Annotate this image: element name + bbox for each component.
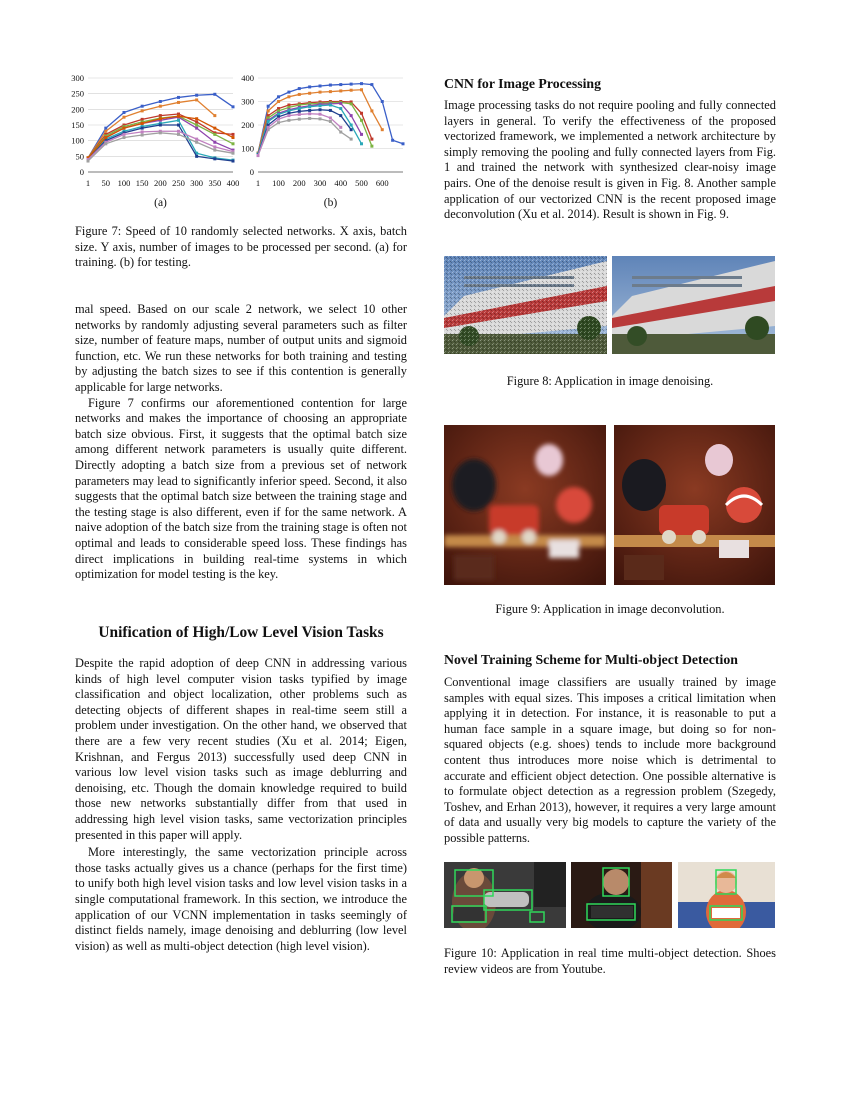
deconvolution-blurry-image: [444, 425, 606, 585]
data-point: [329, 116, 332, 119]
section-title: Unification of High/Low Level Vision Tasks: [98, 624, 384, 641]
data-point: [141, 134, 144, 137]
y-tick-label: 0: [79, 167, 84, 177]
x-tick-label: 150: [135, 178, 149, 188]
deconvolution-sharp-image: [614, 425, 775, 585]
y-tick-label: 250: [71, 88, 84, 99]
data-point: [257, 154, 260, 157]
figure-8-caption: Figure 8: Application in image denoising.: [506, 374, 714, 388]
x-tick-label: 1: [255, 178, 261, 188]
denoising-clean-image: [612, 256, 775, 354]
y-tick-label: 300: [241, 96, 254, 107]
data-point: [177, 96, 180, 99]
data-point: [177, 115, 180, 118]
data-point: [329, 84, 332, 87]
data-point: [329, 90, 332, 93]
subsection-title: CNN for Image Processing: [444, 76, 601, 91]
denoising-noisy-image: [444, 256, 607, 354]
paragraph: More interestingly, the same vectorization principle across those tasks actually gives us a chance (perhaps for the first time) to unify both high level vision tasks and low level vision tasks in a single computational framework. In this section, we introduce the application of our VCNN implementation in tasks seemingly of distinct fields namely, image denoising and deblurring (low level vision) as well as multi-object detection (high level vision).: [75, 845, 407, 953]
data-point: [308, 105, 311, 108]
data-point: [159, 131, 162, 134]
figure-7-chart-b: [230, 70, 410, 218]
data-point: [339, 89, 342, 92]
data-point: [339, 83, 342, 86]
data-point: [104, 127, 107, 130]
data-point: [339, 126, 342, 129]
data-point: [277, 118, 280, 121]
x-tick-label: 200: [153, 178, 167, 188]
data-point: [177, 133, 180, 136]
x-tick-label: 500: [355, 178, 368, 188]
data-point: [287, 95, 290, 98]
data-point: [177, 101, 180, 104]
data-point: [339, 107, 342, 110]
figure-7-chart-a: [60, 70, 240, 218]
paragraph: mal speed. Based on our scale 2 network, we select 10 other networks by randomly adjusting several parameters such as filter size, number of feature maps, number of output units and sigmoid function, etc. We run these networks for both training and testing by adjusting the batch sizes to see if this contention is generally applicable for large networks.: [75, 302, 407, 394]
data-point: [319, 91, 322, 94]
data-point: [350, 128, 353, 131]
data-point: [195, 98, 198, 101]
data-point: [381, 128, 384, 131]
data-point: [267, 126, 270, 129]
data-point: [339, 131, 342, 134]
data-point: [319, 113, 322, 116]
data-point: [298, 93, 301, 96]
data-point: [277, 121, 280, 124]
data-point: [350, 124, 353, 127]
data-point: [195, 117, 198, 120]
data-point: [319, 104, 322, 107]
data-point: [104, 136, 107, 139]
y-tick-label: 50: [75, 151, 84, 162]
subsection-title: Novel Training Scheme for Multi-object Detection: [444, 652, 738, 667]
data-point: [381, 100, 384, 103]
data-point: [298, 107, 301, 110]
data-point: [298, 118, 301, 121]
data-point: [267, 109, 270, 112]
x-tick-label: 300: [190, 178, 204, 188]
data-point: [141, 127, 144, 130]
paragraph: Image processing tasks do not require pooling and fully connected layers in general. To verify the effectiveness of the proposed vectorized framework, we implemented a network architecture by simply removing the pooling and fully connected layers from Fig. 1 and trained the network with synthesized clear-noisy image pairs. One of the denoise result is given in Fig. 8. Another sample application of our vectorized CNN is the recent proposed image deconvolution (Xu et al. 2014). Result is shown in Fig. 9.: [444, 98, 776, 222]
data-point: [195, 124, 198, 127]
data-point: [350, 138, 353, 141]
data-point: [159, 105, 162, 108]
data-point: [122, 127, 125, 130]
paragraph: Figure 7 confirms our aforementioned contention for large networks and makes the importance of choosing an appropriate batch size obvious. First, it suggests that the optimal batch size among different network parameters is usually quite different. Directly adopting a batch size from a previous set of network parameters may lead to significantly inferior speed. Second, it also suggests that the optimal batch size between the training stage and the testing stage is also different, even if for the same network. A naive adoption of the batch size from the training stage is often not optimal and leads to considerable speed loss. These findings has direct implications in building real-time systems in which optimization for model testing is the key.: [75, 395, 407, 582]
data-point: [370, 145, 373, 148]
data-point: [177, 124, 180, 127]
paragraph: Despite the rapid adoption of deep CNN in addressing various kinds of high level computer vision tasks typified by image classification and object localization, other problems such as detecting objects of different shapes in real-time seem still a problem under investigation. On the other hand, we observed that there are a few very recent studies (Xu et al. 2014; Eigen, Krishnan, and Fergus 2013) successfully used deep CNN in various low level vision tasks such as image deblurring and denoising, etc. Though the domain knowledge required to build those new networks substantially differ from that used in addressing high level vision tasks, same vectorization principles presented in this paper will apply.: [75, 656, 407, 842]
data-point: [195, 141, 198, 144]
panel-label: (a): [154, 197, 167, 209]
data-point: [195, 138, 198, 141]
data-point: [213, 114, 216, 117]
data-point: [350, 102, 353, 105]
data-point: [319, 108, 322, 111]
data-point: [213, 141, 216, 144]
data-point: [177, 119, 180, 122]
x-tick-label: 350: [208, 178, 222, 188]
data-point: [370, 138, 373, 141]
data-point: [141, 105, 144, 108]
detection-frame-1: [444, 862, 566, 928]
data-point: [287, 91, 290, 94]
data-point: [350, 83, 353, 86]
data-point: [339, 102, 342, 105]
data-point: [360, 133, 363, 136]
data-point: [213, 157, 216, 160]
data-point: [195, 120, 198, 123]
data-point: [308, 109, 311, 112]
data-point: [277, 100, 280, 103]
x-tick-label: 100: [117, 178, 131, 188]
data-point: [391, 139, 394, 142]
data-point: [360, 88, 363, 91]
data-point: [267, 105, 270, 108]
y-tick-label: 0: [249, 167, 254, 177]
data-point: [122, 136, 125, 139]
x-tick-label: 1: [85, 178, 91, 188]
data-point: [308, 112, 311, 115]
data-point: [308, 85, 311, 88]
y-tick-label: 400: [241, 73, 254, 83]
data-point: [213, 133, 216, 136]
data-point: [122, 133, 125, 136]
data-point: [213, 145, 216, 148]
x-tick-label: 400: [334, 178, 348, 188]
paragraph: Conventional image classifiers are usually trained by image samples with equal sizes. This imposes a critical limitation when applying it in detection. For instance, it is reasonable to put a human face sample in a square image, but doing so for non-squared objects (e.g. shoes) tends to include more background content thus introduces more noise which is detrimental to accurate and efficient object detection. One possible alternative is to formulate object detection as a regression problem (Szegedy, Toshev, and Erhan 2013), however, it requires a very large amount of data and usually very big models to capture the variety of the possible patterns.: [444, 675, 776, 845]
data-point: [267, 120, 270, 123]
panel-label: (b): [323, 197, 338, 209]
y-tick-label: 150: [71, 120, 84, 130]
data-point: [350, 89, 353, 92]
data-point: [159, 124, 162, 127]
x-tick-label: 300: [313, 178, 327, 188]
data-point: [370, 109, 373, 112]
x-tick-label: 200: [292, 178, 306, 188]
y-tick-label: 200: [241, 120, 254, 130]
figure-7-caption: Figure 7: Speed of 10 randomly selected networks. X axis, batch size. Y axis, number of images to be processed per second. (a) for training. (b) for testing.: [75, 224, 407, 270]
data-point: [195, 94, 198, 97]
detection-frame-2: [571, 862, 672, 928]
y-tick-label: 100: [71, 135, 84, 146]
data-point: [360, 82, 363, 85]
data-point: [141, 130, 144, 133]
data-point: [104, 142, 107, 145]
data-point: [159, 100, 162, 103]
y-tick-label: 200: [71, 104, 84, 115]
data-point: [350, 114, 353, 117]
data-point: [213, 93, 216, 96]
figure-9-caption: Figure 9: Application in image deconvolution.: [495, 602, 725, 616]
data-point: [87, 160, 90, 163]
data-point: [402, 142, 405, 145]
data-point: [213, 127, 216, 130]
data-point: [195, 155, 198, 158]
data-point: [122, 111, 125, 114]
data-point: [329, 104, 332, 107]
data-point: [287, 119, 290, 122]
data-point: [104, 130, 107, 133]
data-point: [319, 117, 322, 120]
data-point: [277, 95, 280, 98]
data-point: [195, 127, 198, 130]
x-tick-label: 400: [226, 178, 240, 188]
data-point: [308, 117, 311, 120]
figure-10-caption: Figure 10: Application in real time multi-object detection. Shoes review videos are from Youtube.: [444, 946, 776, 976]
data-point: [298, 110, 301, 113]
data-point: [308, 92, 311, 95]
detection-frame-3: [678, 862, 775, 928]
data-point: [213, 149, 216, 152]
data-point: [360, 142, 363, 145]
data-point: [329, 109, 332, 112]
data-point: [141, 122, 144, 125]
data-point: [360, 119, 363, 122]
data-point: [159, 117, 162, 120]
data-point: [339, 114, 342, 117]
data-point: [319, 84, 322, 87]
x-tick-label: 250: [172, 178, 185, 188]
data-point: [360, 112, 363, 115]
x-tick-label: 50: [101, 178, 111, 188]
y-tick-label: 100: [241, 143, 254, 154]
data-point: [298, 87, 301, 90]
data-point: [298, 113, 301, 116]
data-point: [122, 116, 125, 119]
data-point: [370, 83, 373, 86]
data-point: [329, 120, 332, 123]
x-tick-label: 600: [375, 178, 389, 188]
data-point: [177, 130, 180, 133]
data-point: [287, 114, 290, 117]
data-point: [141, 109, 144, 112]
x-tick-label: 100: [272, 178, 285, 188]
y-tick-label: 300: [71, 73, 84, 83]
